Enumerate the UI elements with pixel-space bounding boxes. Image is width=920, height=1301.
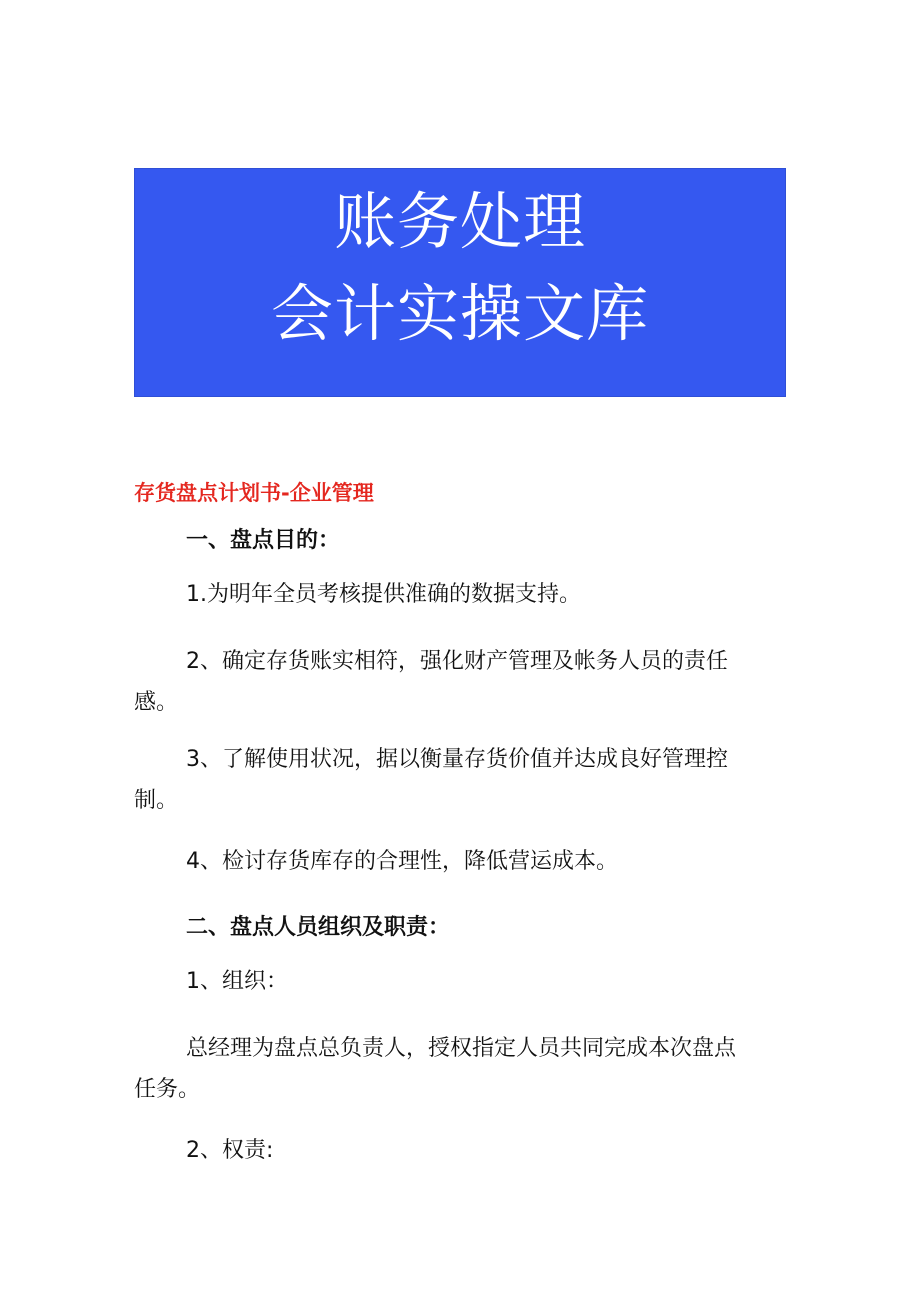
purpose-item-2-continuation: 感。 [134, 690, 179, 715]
staff-sub-organization [134, 967, 764, 997]
purpose-item-3 [134, 745, 764, 816]
purpose-item-3-continuation: 制。 [134, 788, 179, 813]
purpose-item-2 [134, 647, 764, 718]
purpose-item-3-text: 3、了解使用状况，据以衡量存货价值并达成良好管理控 [186, 747, 728, 772]
purpose-item-4-text: 4、检讨存货库存的合理性，降低营运成本。 [186, 849, 618, 874]
staff-sub-responsibilities [134, 1136, 764, 1166]
organization-paragraph-continuation: 任务。 [134, 1077, 201, 1102]
purpose-item-1 [134, 580, 764, 610]
purpose-item-2-text: 2、确定存货账实相符，强化财产管理及帐务人员的责任 [186, 649, 728, 674]
organization-paragraph [134, 1034, 764, 1105]
staff-sub-organization-text: 1、组织： [186, 969, 288, 994]
staff-sub-responsibilities-text: 2、权责: [186, 1138, 274, 1163]
title-banner [134, 168, 786, 397]
section-heading-staff: 二、盘点人员组织及职责： [186, 915, 451, 940]
purpose-item-4 [134, 847, 764, 877]
section-heading-purpose: 一、盘点目的： [186, 528, 341, 553]
organization-paragraph-text: 总经理为盘点总负责人，授权指定人员共同完成本次盘点 [186, 1036, 737, 1061]
banner-title-line-2: 会计实操文库 [270, 277, 649, 350]
purpose-item-1-text: 1.为明年全员考核提供准确的数据支持。 [186, 582, 581, 607]
banner-title-line-1: 账务处理 [333, 185, 586, 258]
document-title: 存货盘点计划书-企业管理 [134, 481, 374, 505]
